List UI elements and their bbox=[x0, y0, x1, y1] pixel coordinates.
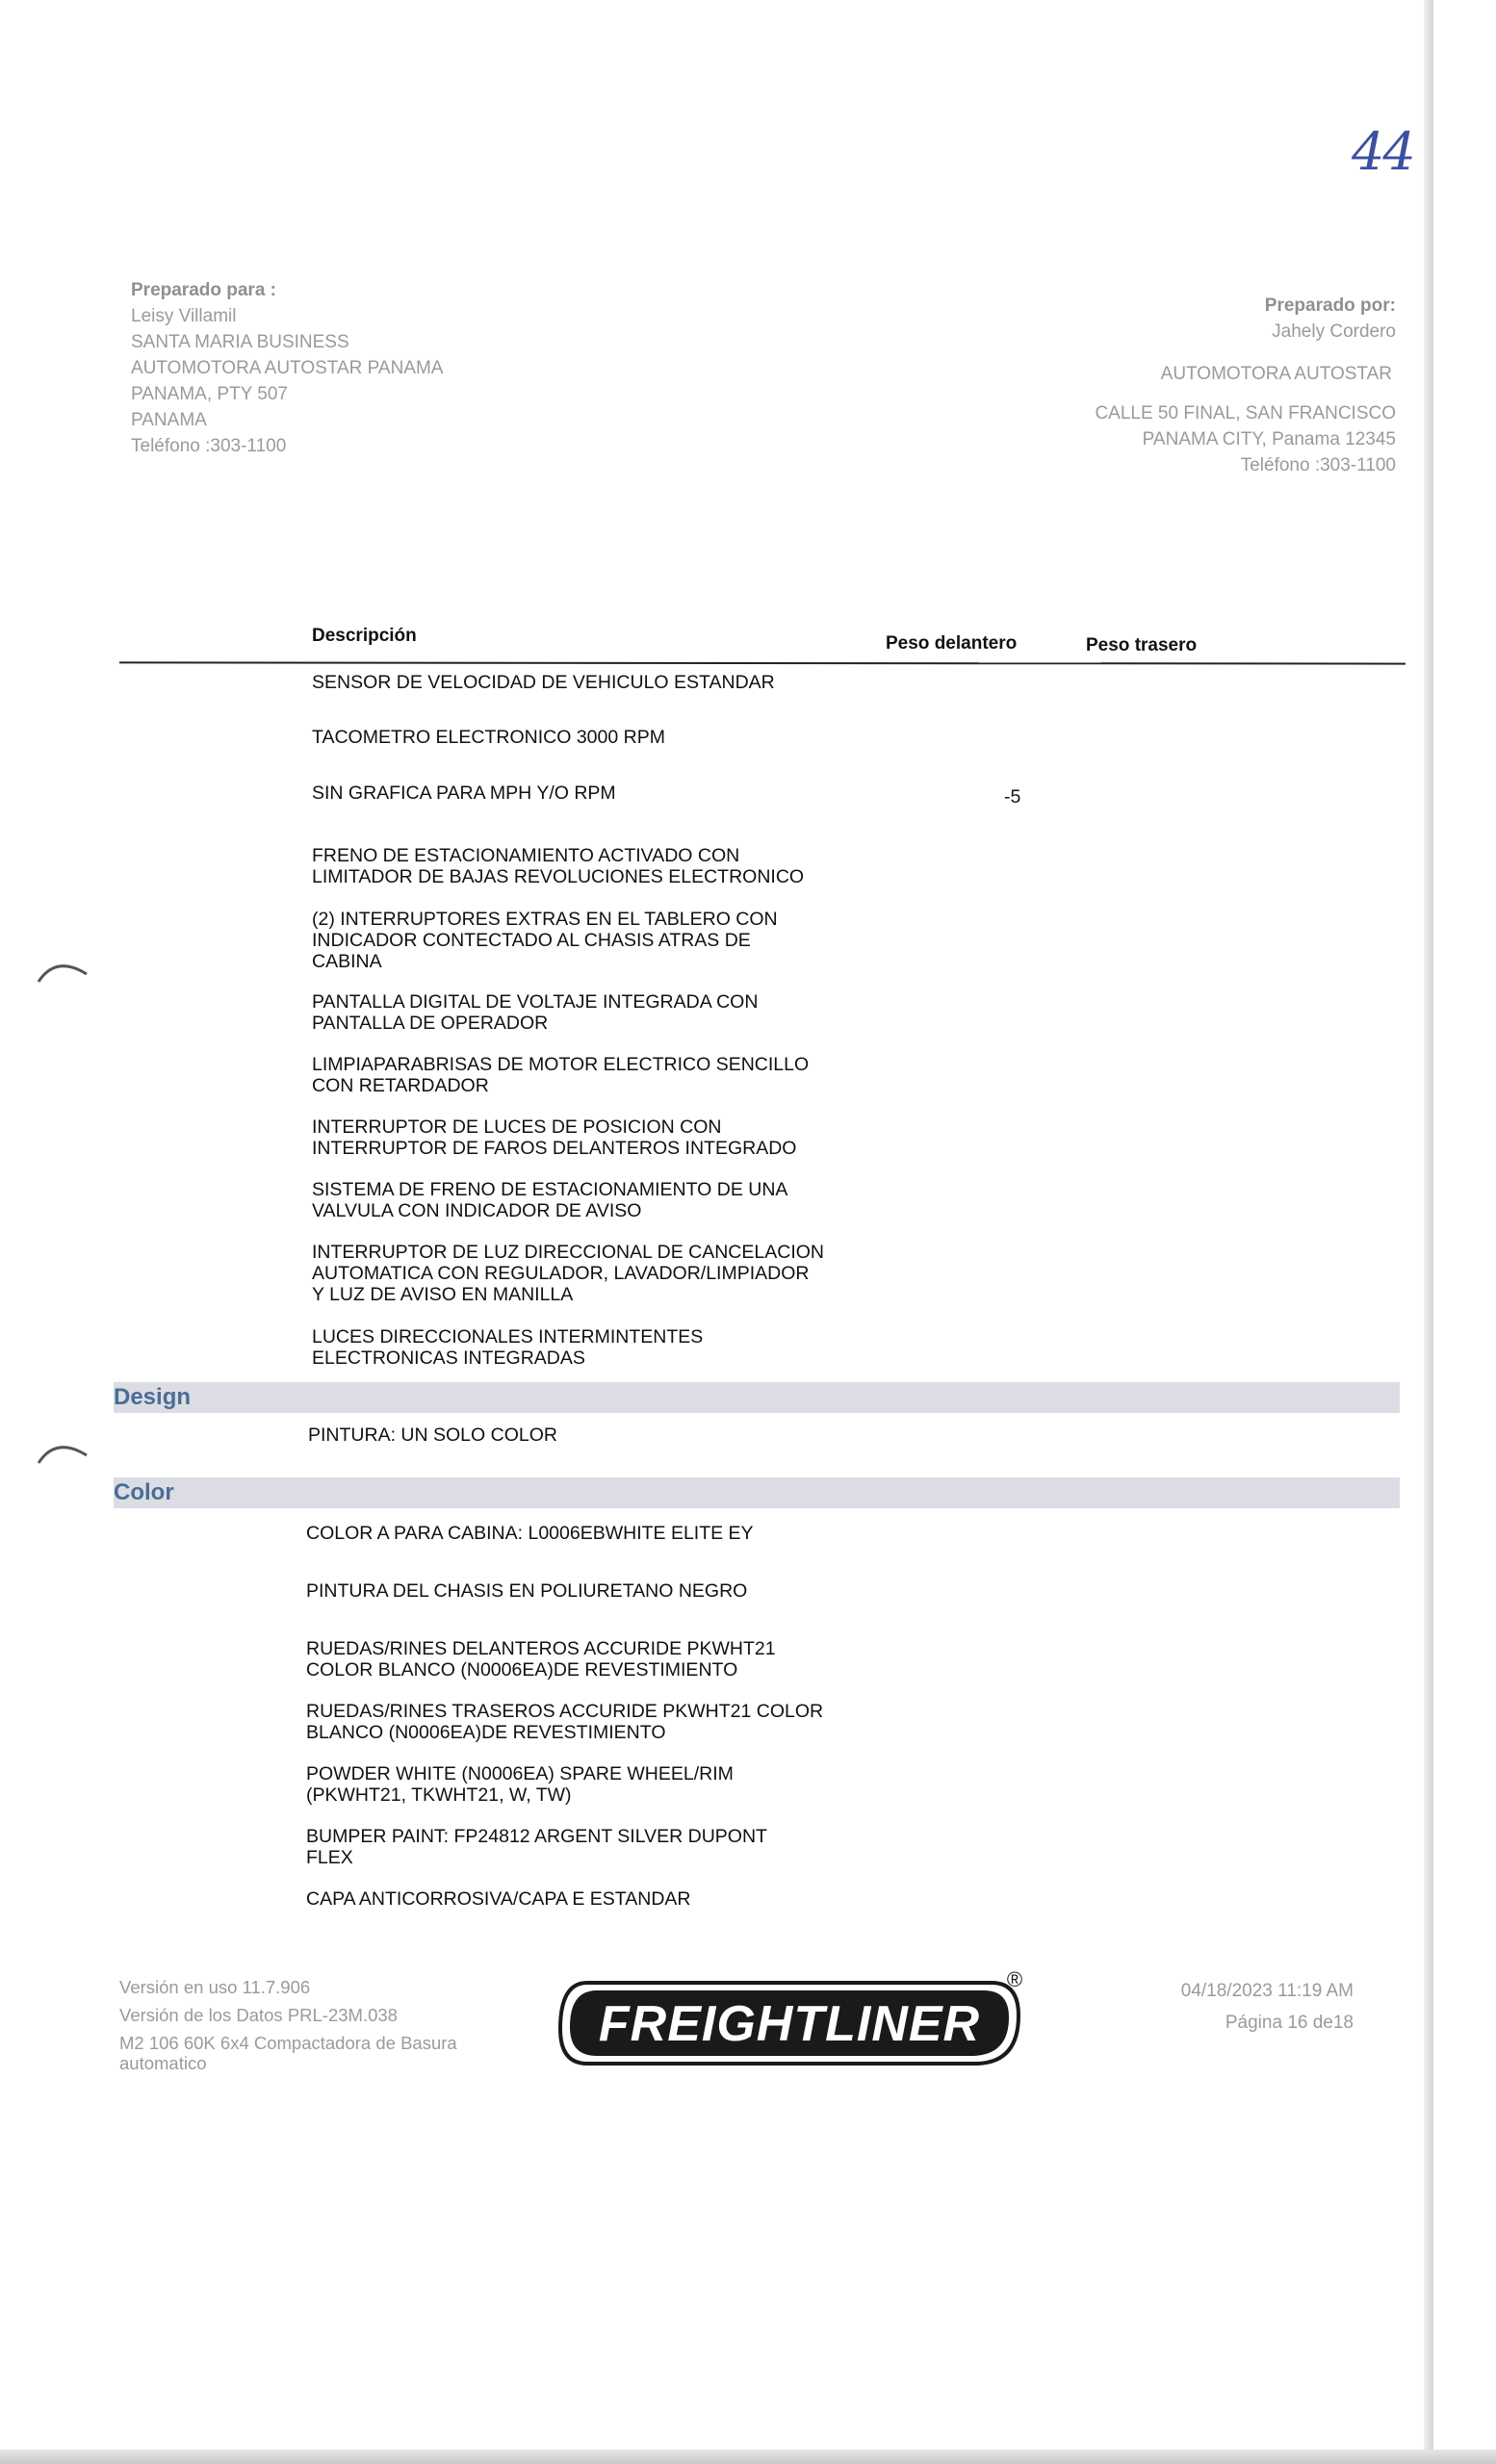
prepared-by-block bbox=[1095, 293, 1396, 478]
punch-hole-mark bbox=[35, 953, 92, 991]
prepared-for-country: PANAMA bbox=[131, 410, 207, 430]
prepared-for-company: AUTOMOTORA AUTOSTAR PANAMA bbox=[131, 358, 444, 378]
registered-mark: ® bbox=[1006, 1971, 1023, 1991]
table-row: LUCES DIRECCIONALES INTERMINTENTES ELECTRONICAS INTEGRADAS bbox=[312, 1326, 704, 1369]
table-row: INTERRUPTOR DE LUCES DE POSICION CON INTERRUPTOR DE FAROS DELANTEROS INTEGRADO bbox=[312, 1116, 797, 1159]
scan-bottom-edge bbox=[0, 2450, 1496, 2464]
scan-page-edge bbox=[1424, 0, 1433, 2464]
section-color bbox=[114, 1477, 1400, 1508]
model-description: M2 106 60K 6x4 Compactadora de Basura automatico bbox=[119, 2033, 457, 2073]
table-row: RUEDAS/RINES TRASEROS ACCURIDE PKWHT21 COLOR BLANCO (N0006EA)DE REVESTIMIENTO bbox=[306, 1701, 824, 1743]
table-row: PINTURA DEL CHASIS EN POLIURETANO NEGRO bbox=[306, 1580, 748, 1602]
section-design bbox=[114, 1382, 1400, 1413]
page-number: Página 16 de18 bbox=[1225, 2013, 1354, 2033]
footer-version-block bbox=[119, 1973, 457, 2073]
table-row: (2) INTERRUPTORES EXTRAS EN EL TABLERO CON INDICADOR CONTECTADO AL CHASIS ATRAS DE CABINA bbox=[312, 909, 778, 972]
table-row: FRENO DE ESTACIONAMIENTO ACTIVADO CON LIMITADOR DE BAJAS REVOLUCIONES ELECTRONICO bbox=[312, 845, 805, 887]
prepared-by-address-2: PANAMA CITY, Panama 12345 bbox=[1142, 429, 1396, 449]
section-title-color: Color bbox=[114, 1479, 174, 1505]
column-header-description: Descripción bbox=[312, 626, 417, 646]
section-title-design: Design bbox=[114, 1384, 192, 1410]
prepared-by-name: Jahely Cordero bbox=[1272, 321, 1396, 342]
freightliner-logo bbox=[555, 1971, 1026, 2073]
table-row: TACOMETRO ELECTRONICO 3000 RPM bbox=[312, 727, 665, 748]
prepared-by-label: Preparado por: bbox=[1264, 295, 1396, 316]
logo-wordmark: FREIGHTLINER bbox=[598, 1996, 981, 2052]
prepared-for-name: Leisy Villamil bbox=[131, 306, 237, 326]
footer-date-block bbox=[1181, 1975, 1354, 2039]
table-row: SISTEMA DE FRENO DE ESTACIONAMIENTO DE UNA VALVULA CON INDICADOR DE AVISO bbox=[312, 1179, 788, 1221]
prepared-by-phone: Teléfono :303-1100 bbox=[1240, 455, 1396, 475]
table-row: RUEDAS/RINES DELANTEROS ACCURIDE PKWHT21 COLOR BLANCO (N0006EA)DE REVESTIMIENTO bbox=[306, 1638, 776, 1681]
header-divider bbox=[119, 661, 1406, 664]
print-datetime: 04/18/2023 11:19 AM bbox=[1180, 1981, 1354, 2001]
prepared-by-company: AUTOMOTORA AUTOSTAR bbox=[1160, 364, 1392, 384]
punch-hole-mark bbox=[35, 1434, 92, 1473]
table-row: SENSOR DE VELOCIDAD DE VEHICULO ESTANDAR bbox=[312, 672, 775, 693]
table-row: BUMPER PAINT: FP24812 ARGENT SILVER DUPONT FLEX bbox=[306, 1826, 767, 1868]
table-row: CAPA ANTICORROSIVA/CAPA E ESTANDAR bbox=[306, 1888, 691, 1910]
prepared-for-label: Preparado para : bbox=[131, 280, 276, 300]
front-weight-value: -5 bbox=[1004, 786, 1021, 808]
prepared-for-phone: Teléfono :303-1100 bbox=[131, 436, 287, 456]
table-row: LIMPIAPARABRISAS DE MOTOR ELECTRICO SENCILLO CON RETARDADOR bbox=[312, 1054, 810, 1096]
software-version: Versión en uso 11.7.906 bbox=[119, 1977, 311, 1997]
column-header-front-weight: Peso delantero bbox=[886, 633, 1018, 654]
prepared-for-business: SANTA MARIA BUSINESS bbox=[131, 332, 349, 352]
table-row: SIN GRAFICA PARA MPH Y/O RPM bbox=[312, 783, 616, 804]
data-version: Versión de los Datos PRL-23M.038 bbox=[119, 2005, 398, 2025]
table-row: COLOR A PARA CABINA: L0006EBWHITE ELITE EY bbox=[306, 1523, 754, 1544]
handwritten-page-number: 44 bbox=[1352, 121, 1414, 182]
prepared-for-block bbox=[131, 277, 443, 459]
prepared-by-address-1: CALLE 50 FINAL, SAN FRANCISCO bbox=[1095, 403, 1396, 424]
prepared-for-city: PANAMA, PTY 507 bbox=[131, 384, 288, 404]
table-row: PINTURA: UN SOLO COLOR bbox=[308, 1424, 557, 1446]
table-row: INTERRUPTOR DE LUZ DIRECCIONAL DE CANCELACION AUTOMATICA CON REGULADOR, LAVADOR/LIMPIADOR Y LUZ DE AVISO EN MANILLA bbox=[312, 1242, 824, 1305]
column-header-rear-weight: Peso trasero bbox=[1086, 635, 1198, 655]
table-row: PANTALLA DIGITAL DE VOLTAJE INTEGRADA CON PANTALLA DE OPERADOR bbox=[312, 991, 759, 1034]
table-row: POWDER WHITE (N0006EA) SPARE WHEEL/RIM (PKWHT21, TKWHT21, W, TW) bbox=[306, 1763, 734, 1806]
